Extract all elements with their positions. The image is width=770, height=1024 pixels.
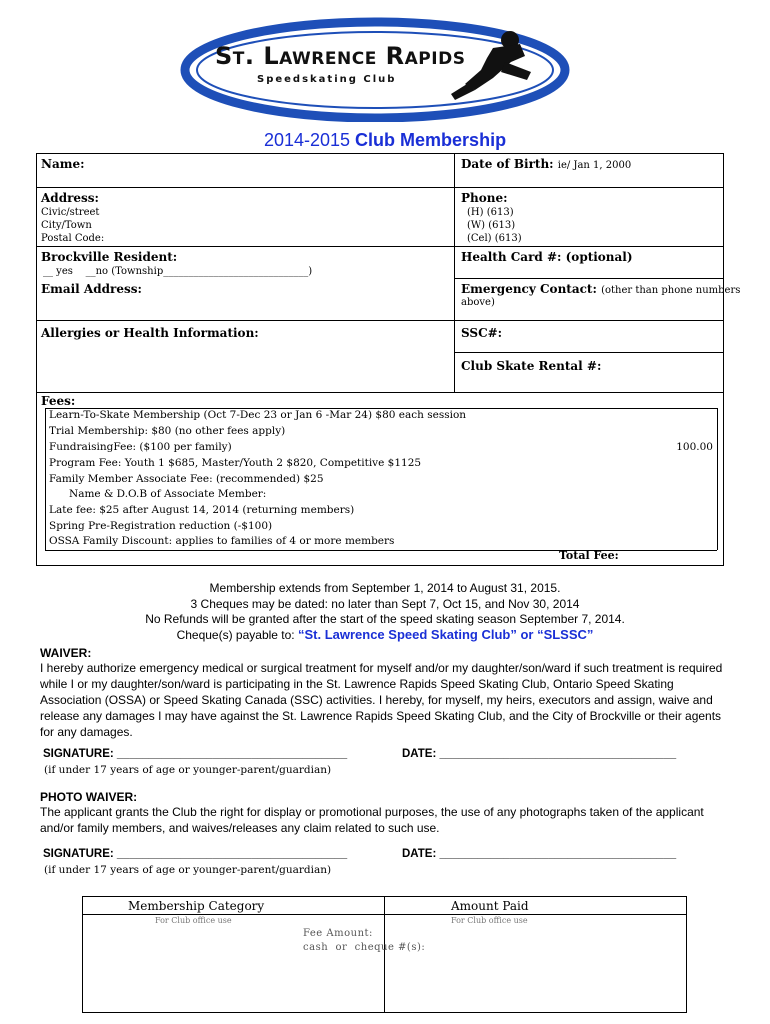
cheque-payable [0,627,770,642]
emergency-hint: (other than phone numbers [601,285,741,296]
fees-box-left [45,408,46,550]
waiver-text: I hereby authorize emergency medical or surgical treatment for myself and/or my daughter/son/ward if such treatment is required while I or my daughter/son/ward is participating in the St. Lawrence Rapids Speed Skating Club, Ontario Speed Skating Association (OSSA) or Speed Skating Canada (SSC) activities. I hereby, for myself, my heirs, executors and assign, waive and release any damages I may have against the St. Lawrence Rapids Speed Skating Club, and the City of Brockville or their agents for any damages. [40,661,723,739]
name-label: Name: [41,157,85,171]
fee-fundraising: FundraisingFee: ($100 per family) [49,441,232,453]
waiver-date-field[interactable]: DATE: _____________________________________ [402,748,677,760]
waiver-signature-field[interactable]: SIGNATURE: ____________________________________ [43,748,348,760]
total-fee-label: Total Fee: [559,549,619,562]
waiver-guardian-note: (if under 17 years of age or younger-parent/guardian) [44,764,332,776]
row-divider [454,352,723,353]
membership-period: Membership extends from September 1, 2014 to August 31, 2015. [209,581,561,595]
membership-form [36,153,741,566]
cheque-dates: 3 Cheques may be dated: no later than Sept 7, Oct 15, and Nov 30, 2014 [190,597,580,611]
emergency-label-text: Emergency Contact: [461,282,597,296]
row-divider [37,320,723,321]
waiver-heading: WAIVER: [40,646,92,660]
phone-home: (H) (613) [467,207,514,218]
phone-label: Phone: [461,191,508,205]
fee-spring-reduction: Spring Pre-Registration reduction (-$100) [49,520,273,532]
fee-learn-to-skate: Learn-To-Skate Membership (Oct 7-Dec 23 or Jan 6 -Mar 24) $80 each session [49,409,467,421]
office-header-divider [83,914,686,915]
membership-category-header: Membership Category [128,899,265,913]
refund-policy: No Refunds will be granted after the start of the speed skating season September 7, 2014. [145,612,625,626]
phone-cell: (Cel) (613) [467,233,522,244]
address-line-city: City/Town [41,220,92,231]
fees-label: Fees: [41,394,76,408]
fees-box-right [717,408,718,550]
allergies-label: Allergies or Health Information: [41,326,259,340]
title-label: Club Membership [355,130,507,150]
phone-work: (W) (613) [467,220,516,231]
page-title [0,130,770,151]
health-card-label: Health Card #: (optional) [461,250,633,264]
office-use-table [82,896,687,1013]
ssc-label: SSC#: [461,326,503,340]
row-divider [37,246,723,247]
address-label: Address: [41,191,99,205]
row-divider [37,392,723,393]
fee-late: Late fee: $25 after August 14, 2014 (returning members) [49,504,355,516]
photo-date-field[interactable]: DATE: _____________________________________ [402,848,677,860]
fee-amount-label: Fee Amount: [303,928,373,939]
fee-program: Program Fee: Youth 1 $685, Master/Youth 2 $820, Competitive $1125 [49,457,422,469]
logo-subtitle: Speedskating Club [257,74,397,85]
office-use-note-right: For Club office use [451,916,528,925]
cheque-payee: “St. Lawrence Speed Skating Club” or “SLSSC” [297,627,594,642]
dob-hint: ie/ Jan 1, 2000 [557,160,632,171]
fee-family-associate: Family Member Associate Fee: (recommended) $25 [49,473,324,485]
club-logo [175,12,575,122]
skate-rental-label: Club Skate Rental #: [461,359,602,373]
emergency-hint-2: above) [461,297,495,308]
emergency-contact-label [461,282,740,296]
fee-trial: Trial Membership: $80 (no other fees apply) [49,425,286,437]
address-line-civic: Civic/street [41,207,100,218]
payment-method-label: cash or cheque #(s): [303,942,426,953]
brockville-resident-label: Brockville Resident: [41,250,178,264]
photo-guardian-note: (if under 17 years of age or younger-parent/guardian) [44,864,332,876]
row-divider [454,278,723,279]
fundraising-amount[interactable]: 100.00 [676,441,713,453]
cheque-payable-prefix: Cheque(s) payable to: [176,628,298,642]
photo-waiver-text: The applicant grants the Club the right for display or promotional purposes, the use of any photographs taken of the applicant and/or family members, and waives/releases any claim related to such use. [40,805,704,835]
photo-waiver-heading: PHOTO WAIVER: [40,790,138,804]
fee-ossa-discount: OSSA Family Discount: applies to families of 4 or more members [49,535,395,547]
address-line-postal: Postal Code: [41,233,105,244]
row-divider [37,187,723,188]
photo-signature-field[interactable]: SIGNATURE: ____________________________________ [43,848,348,860]
dob-label-text: Date of Birth: [461,157,554,171]
brockville-options[interactable]: __ yes __no (Township_____________________________) [43,266,313,277]
logo-title: St. Lawrence Rapids [215,42,466,70]
column-divider [454,154,455,392]
fee-associate-member: Name & D.O.B of Associate Member: [49,488,267,500]
email-label: Email Address: [41,282,142,296]
dob-label [461,157,631,171]
title-year: 2014-2015 [263,130,351,150]
office-use-note-left: For Club office use [155,916,232,925]
amount-paid-header: Amount Paid [451,899,529,913]
